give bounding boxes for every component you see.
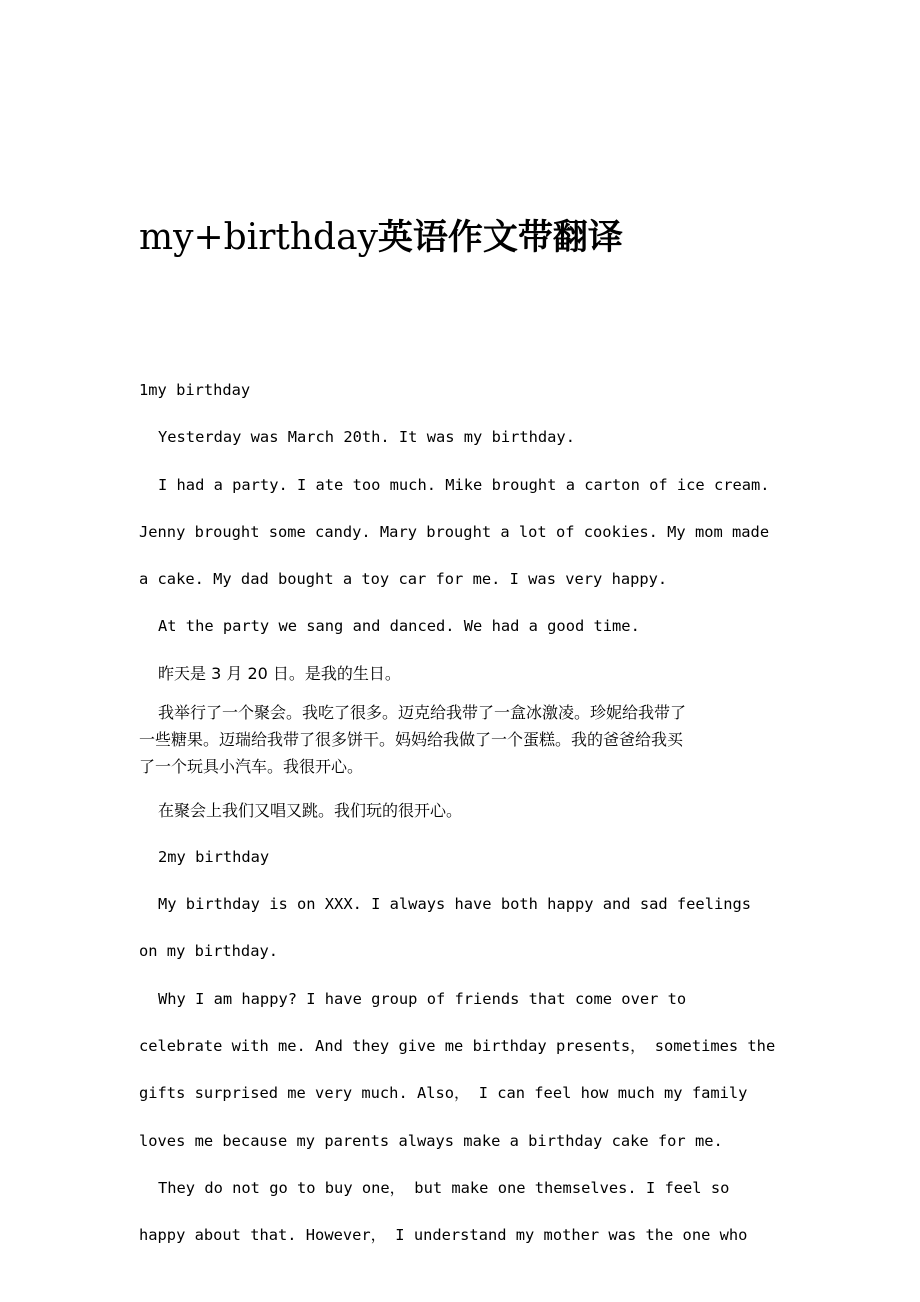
paragraph-line: At the party we sang and danced. We had a good time. <box>158 617 640 636</box>
paragraph-line: loves me because my parents always make a birthday cake for me. <box>139 1131 723 1150</box>
section-heading-2: 2my birthday <box>158 847 270 866</box>
translation-paragraph <box>139 699 784 786</box>
paragraph-line: a cake. My dad bought a toy car for me. I was very happy. <box>139 570 668 589</box>
title-chinese: 英语作文带翻译 <box>377 218 623 258</box>
title-english: my+birthday <box>139 217 378 258</box>
paragraph-line: happy about that. However， I understand my mother was the one who <box>139 1226 748 1245</box>
paragraph-line: gifts surprised me very much. Also， I can feel how much my family <box>139 1084 748 1103</box>
paragraph-line: I had a party. I ate too much. Mike brought a carton of ice cream. <box>158 475 770 494</box>
paragraph-line: Yesterday was March 20th. It was my birthday. <box>158 428 575 447</box>
translation-line: 昨天是 3 月 20 日。是我的生日。 <box>158 663 401 683</box>
translation-line: 在聚会上我们又唱又跳。我们玩的很开心。 <box>158 800 463 820</box>
paragraph-line: They do not go to buy one， but make one themselves. I feel so <box>158 1178 730 1197</box>
paragraph-line: My birthday is on XXX. I always have both happy and sad feelings <box>158 895 752 914</box>
section-heading-1: 1my birthday <box>139 381 251 399</box>
paragraph-line: on my birthday. <box>139 942 278 961</box>
document-body <box>139 369 784 1261</box>
translation-line: 了一个玩具小汽车。我很开心。 <box>139 756 364 776</box>
translation-line: 我举行了一个聚会。我吃了很多。迈克给我带了一盒冰激凌。珍妮给我带了 <box>158 702 687 722</box>
paragraph-line: celebrate with me. And they give me birthday presents， sometimes the <box>139 1036 776 1055</box>
paragraph-line: Why I am happy? I have group of friends that come over to <box>158 989 687 1008</box>
paragraph-line: Jenny brought some candy. Mary brought a lot of cookies. My mom made <box>139 522 770 541</box>
document-title <box>139 212 623 264</box>
translation-line: 一些糖果。迈瑞给我带了很多饼干。妈妈给我做了一个蛋糕。我的爸爸给我买 <box>139 729 684 749</box>
